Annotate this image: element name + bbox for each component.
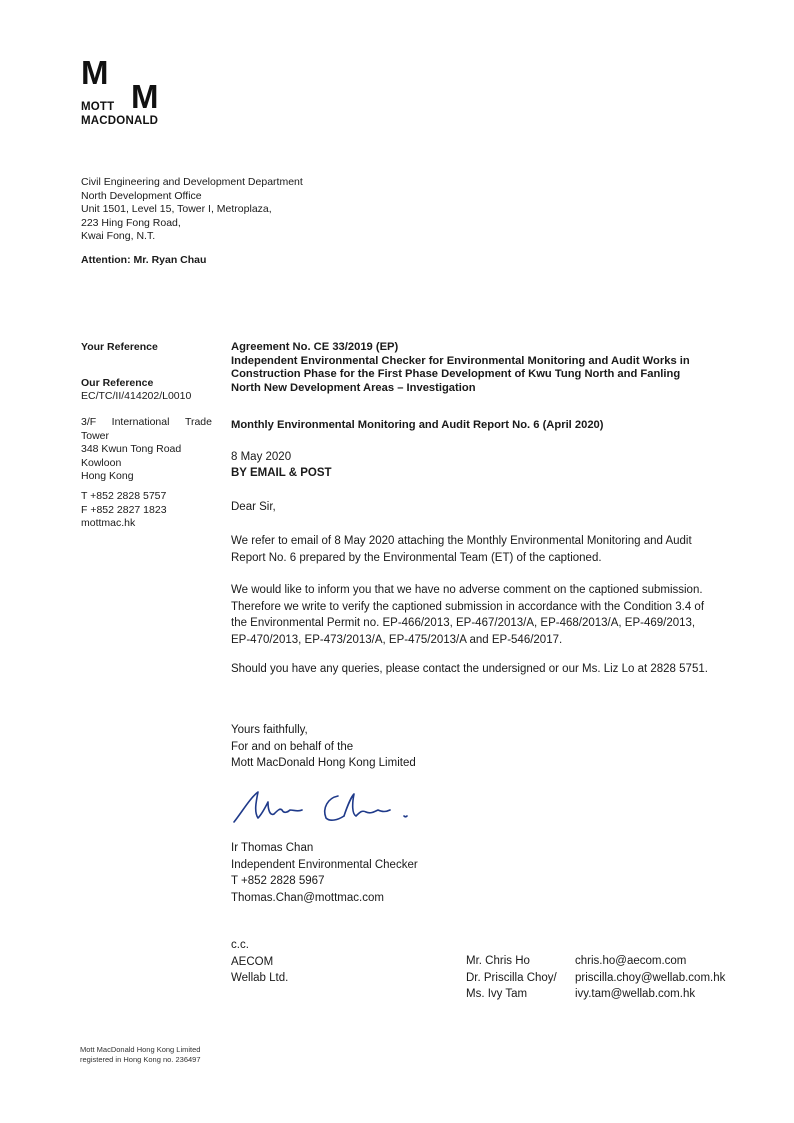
- footer-registration: registered in Hong Kong no. 236497: [80, 1054, 201, 1064]
- recipient-address: [81, 176, 381, 244]
- paragraph-line: Therefore we write to verify the captioned submission in accordance with the Condition 3.4 of: [231, 600, 705, 613]
- paragraph-line: We refer to email of 8 May 2020 attaching the Monthly Environmental Monitoring and Audit: [231, 535, 692, 547]
- closing-line: Mott MacDonald Hong Kong Limited: [231, 757, 416, 769]
- logo-word-macdonald: MACDONALD: [81, 115, 159, 127]
- logo-m-top: M: [81, 54, 109, 91]
- our-reference-label: Our Reference: [81, 377, 154, 389]
- letter-date: 8 May 2020: [231, 451, 292, 463]
- cc-emails: [575, 953, 725, 1003]
- paragraph-1: [231, 533, 731, 566]
- subject-line: Construction Phase for the First Phase Development of Kwu Tung North and Fanling: [231, 368, 681, 380]
- recipient-line: North Development Office: [81, 189, 202, 202]
- paragraph-line: EP-470/2013, EP-473/2013/A, EP-475/2013/A and EP-546/2017.: [231, 633, 563, 646]
- cc-person: Ms. Ivy Tam: [466, 988, 528, 1000]
- paragraph-line: We would like to inform you that we have no adverse comment on the captioned submission.: [231, 584, 703, 596]
- signer-title: Independent Environmental Checker: [231, 858, 418, 871]
- office-address-line: Kowloon: [81, 456, 122, 469]
- report-title: Monthly Environmental Monitoring and Audit Report No. 6 (April 2020): [231, 419, 604, 431]
- footer-company: Mott MacDonald Hong Kong Limited: [80, 1045, 201, 1054]
- attention-line: Attention: Mr. Ryan Chau: [81, 254, 207, 266]
- paragraph-2: [231, 582, 731, 648]
- subject-block: [231, 341, 731, 395]
- agreement-number: Agreement No. CE 33/2019 (EP): [231, 341, 399, 353]
- cc-email: priscilla.choy@wellab.com.hk: [575, 971, 726, 984]
- recipient-line: Civil Engineering and Development Department: [81, 176, 303, 188]
- paragraph-3: Should you have any queries, please contact the undersigned or our Ms. Liz Lo at 2828 5751.: [231, 663, 708, 675]
- logo-m-bottom: M: [131, 78, 159, 115]
- recipient-line: 223 Hing Fong Road,: [81, 216, 181, 229]
- signer-name: Ir Thomas Chan: [231, 842, 314, 854]
- footer: [80, 1045, 201, 1064]
- your-reference-label: Your Reference: [81, 341, 158, 353]
- office-floor: 3/F: [81, 416, 97, 428]
- subject-line: North New Development Areas – Investigation: [231, 381, 476, 394]
- office-word-trade: Trade: [184, 416, 212, 428]
- office-address-line: Hong Kong: [81, 470, 134, 482]
- office-address-line1: [81, 416, 212, 430]
- closing-line: For and on behalf of the: [231, 740, 354, 753]
- signer-email: Thomas.Chan@mottmac.com: [231, 891, 384, 904]
- office-fax: F +852 2827 1823: [81, 503, 167, 516]
- recipient-line: Unit 1501, Level 15, Tower I, Metroplaza,: [81, 203, 272, 215]
- logo-word-mott: MOTT: [81, 101, 115, 113]
- office-address-line: 348 Kwun Tong Road: [81, 443, 182, 455]
- delivery-method: BY EMAIL & POST: [231, 467, 332, 479]
- office-contact: [81, 490, 167, 531]
- office-website: mottmac.hk: [81, 517, 136, 529]
- cc-email: chris.ho@aecom.com: [575, 955, 687, 967]
- cc-label: c.c.: [231, 939, 249, 951]
- cc-person: Dr. Priscilla Choy/: [466, 971, 557, 984]
- cc-block: [231, 937, 288, 987]
- cc-org: AECOM: [231, 955, 274, 968]
- office-phone: T +852 2828 5757: [81, 490, 167, 502]
- closing-line: Yours faithfully,: [231, 724, 308, 736]
- cc-person: Mr. Chris Ho: [466, 955, 530, 967]
- closing-block: [231, 722, 416, 772]
- our-reference-value: EC/TC/II/414202/L0010: [81, 390, 192, 402]
- signer-block: [231, 840, 418, 906]
- cc-persons: [466, 953, 557, 1003]
- paragraph-line: Report No. 6 prepared by the Environmental Team (ET) of the captioned.: [231, 551, 602, 564]
- subject-line: Independent Environmental Checker for Environmental Monitoring and Audit Works in: [231, 354, 690, 367]
- cc-org: Wellab Ltd.: [231, 972, 289, 984]
- salutation: Dear Sir,: [231, 501, 276, 513]
- signature: [228, 786, 418, 832]
- recipient-line: Kwai Fong, N.T.: [81, 230, 156, 242]
- paragraph-line: the Environmental Permit no. EP-466/2013, EP-467/2013/A, EP-468/2013/A, EP-469/2013,: [231, 617, 696, 629]
- cc-email: ivy.tam@wellab.com.hk: [575, 988, 696, 1000]
- office-word-international: International: [111, 416, 170, 428]
- office-address: [81, 416, 212, 484]
- office-address-line: Tower: [81, 429, 110, 442]
- signer-phone: T +852 2828 5967: [231, 875, 325, 887]
